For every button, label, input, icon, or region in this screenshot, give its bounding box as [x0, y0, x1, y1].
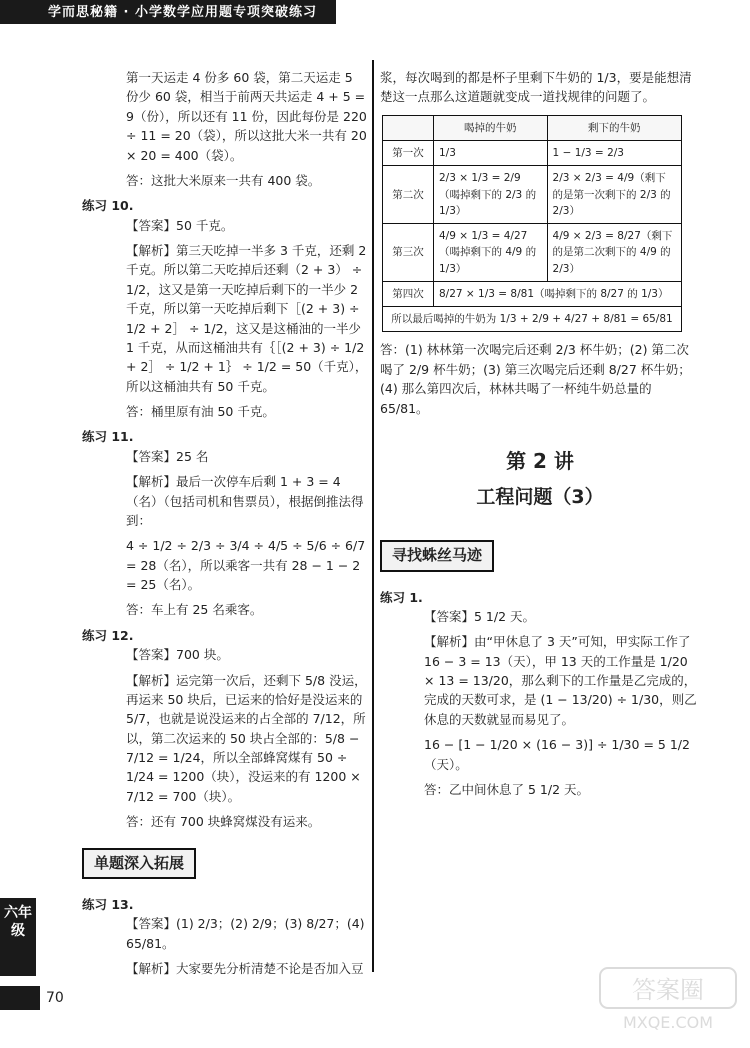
- left-column: [82, 68, 368, 984]
- watermark-graphic: [598, 966, 738, 1036]
- table-cell: 8/27 × 1/3 = 8/81（喝掉剩下的 8/27 的 1/3）: [434, 281, 682, 306]
- table-header-cell: 剩下的牛奶: [547, 115, 681, 140]
- right-column: [380, 68, 700, 805]
- table-row: [383, 224, 682, 282]
- exercise-10-answer: 【答案】50 千克。: [126, 217, 234, 233]
- table-row: [383, 166, 682, 224]
- book-title: 学而思秘籍 · 小学数学应用题专项突破练习: [48, 5, 317, 20]
- exercise-10-solution: 【解析】第三天吃掉一半多 3 千克，还剩 2 千克。所以第二天吃掉后还剩（2 + 3） ÷ 1/2，这又是第一天吃掉后剩下的一半少 2 千克，所以第一天吃掉后剩下［(2 + 3) ÷ 1/2 + 2］ ÷ 1/2，这又是这桶油的一半少 1 千克，从而这桶油共有｛［(2 + 3) ÷ 1/2 + 2］ ÷ 1/2 + 1｝ ÷ 1/2 = 50（千克），所以这桶油共有 50 千克。: [126, 243, 368, 394]
- watermark-text-2: MXQE.COM: [622, 1013, 714, 1032]
- table-row: [383, 281, 682, 306]
- exercise-11-final: 答：车上有 25 名乘客。: [126, 602, 263, 618]
- right-paragraph-1: 浆，每次喝到的都是杯子里剩下牛奶的 1/3，要是能想清楚这一点那么这道题就变成一道找规律的问题了。: [380, 70, 692, 105]
- grade-tab: [0, 898, 36, 976]
- table-cell: 第二次: [383, 166, 434, 224]
- exercise-10-final: 答：桶里原有油 50 千克。: [126, 404, 275, 419]
- watermark-logo: [598, 966, 738, 1036]
- exercise-11-equation: 4 ÷ 1/2 ÷ 2/3 ÷ 3/4 ÷ 4/5 ÷ 5/6 ÷ 6/7 = 28（名），所以乘客一共有 28 − 1 − 2 = 25（名）。: [126, 538, 366, 592]
- exercise-1-final: 答：乙中间休息了 5 1/2 天。: [424, 781, 589, 797]
- exercise-11-label: 练习 11.: [82, 429, 134, 445]
- exercise-13-solution: 【解析】大家要先分析清楚不论是否加入豆: [126, 960, 364, 976]
- exercise-1-answer: 【答案】5 1/2 天。: [424, 608, 536, 624]
- table-footer: 所以最后喝掉的牛奶为 1/3 + 2/9 + 4/27 + 8/81 = 65/81: [383, 307, 682, 332]
- watermark-text-1: 答案圈: [632, 976, 704, 1004]
- left-paragraph-1: 第一天运走 4 份多 60 袋，第二天运走 5 份少 60 袋，相当于前两天共运走 4 + 5 = 9（份），所以还有 11 份，因此每份是 220 ÷ 11 = 20（袋），所以这批大米一共有 20 × 20 = 400（袋）。: [126, 70, 367, 163]
- section-title-left: 单题深入拓展: [82, 848, 196, 879]
- column-divider: [372, 60, 374, 972]
- section-title-right: 寻找蛛丝马迹: [380, 540, 494, 571]
- exercise-1-solution: 【解析】由“甲休息了 3 天”可知，甲实际工作了 16 − 3 = 13（天），甲 13 天的工作量是 1/20 × 13 = 13/20，那么剩下的工作量是乙完成的，完成的天数可求，是 (1 − 13/20) ÷ 1/30，则乙休息的天数就显而易见了。: [424, 634, 697, 727]
- table-header-cell: [383, 115, 434, 140]
- page-number: 70: [46, 990, 64, 1006]
- table-cell: 2/3 × 1/3 = 2/9（喝掉剩下的 2/3 的 1/3）: [434, 166, 548, 224]
- table-cell: 1 − 1/3 = 2/3: [547, 141, 681, 166]
- table-cell: 第四次: [383, 281, 434, 306]
- table-header-row: [383, 115, 682, 140]
- right-paragraph-2: 答：(1) 林林第一次喝完后还剩 2/3 杯牛奶；(2) 第二次喝了 2/9 杯牛奶；(3) 第三次喝完后还剩 8/27 杯牛奶；(4) 那么第四次后，林林共喝了一杯纯牛奶总量的 65/81。: [380, 342, 691, 416]
- exercise-12-solution: 【解析】运完第一次后，还剩下 5/8 没运，再运来 50 块后，已运来的恰好是没运来的 5/7，也就是说没运来的占全部的 7/12，所以，第二次运来的 50 块占全部的：5/8 − 7/12 = 1/24，所以全部蜂窝煤有 50 ÷ 1/24 = 1200（块），没运来的有 1200 × 7/12 = 700（块）。: [126, 672, 367, 804]
- table-cell: 4/9 × 2/3 = 8/27（剩下的是第二次剩下的 4/9 的 2/3）: [547, 224, 681, 282]
- exercise-10-label: 练习 10.: [82, 198, 134, 214]
- grade-label: 六年级: [4, 905, 32, 939]
- table-cell: 1/3: [434, 141, 548, 166]
- exercise-12-answer: 【答案】700 块。: [126, 647, 229, 663]
- exercise-11-solution: 【解析】最后一次停车后剩 1 + 3 = 4（名）（包括司机和售票员），根据倒推法得到：: [126, 474, 364, 528]
- lecture-title: 工程问题（3）: [476, 485, 604, 508]
- exercise-1-equation: 16 − [1 − 1/20 × (16 − 3)] ÷ 1/30 = 5 1/2（天）。: [424, 737, 690, 772]
- lecture-number: 第 2 讲: [506, 448, 574, 473]
- table-cell: 4/9 × 1/3 = 4/27（喝掉剩下的 4/9 的 1/3）: [434, 224, 548, 282]
- table-header-cell: 喝掉的牛奶: [434, 115, 548, 140]
- table-cell: 2/3 × 2/3 = 4/9（剩下的是第一次剩下的 2/3 的 2/3）: [547, 166, 681, 224]
- table-cell: 第三次: [383, 224, 434, 282]
- left-answer-1: 答：这批大米原来一共有 400 袋。: [126, 172, 321, 188]
- exercise-12-label: 练习 12.: [82, 627, 134, 643]
- exercise-13-answer: 【答案】(1) 2/3；(2) 2/9；(3) 8/27；(4) 65/81。: [126, 916, 365, 951]
- exercise-1-label: 练习 1.: [380, 589, 423, 605]
- exercise-11-answer: 【答案】25 名: [126, 448, 209, 464]
- milk-table: [382, 115, 682, 333]
- exercise-13-label: 练习 13.: [82, 896, 134, 912]
- page-bar: [0, 986, 40, 1010]
- table-row: [383, 141, 682, 166]
- exercise-12-final: 答：还有 700 块蜂窝煤没有运来。: [126, 814, 321, 830]
- table-footer-row: [383, 307, 682, 332]
- header-bar: [0, 0, 336, 24]
- table-cell: 第一次: [383, 141, 434, 166]
